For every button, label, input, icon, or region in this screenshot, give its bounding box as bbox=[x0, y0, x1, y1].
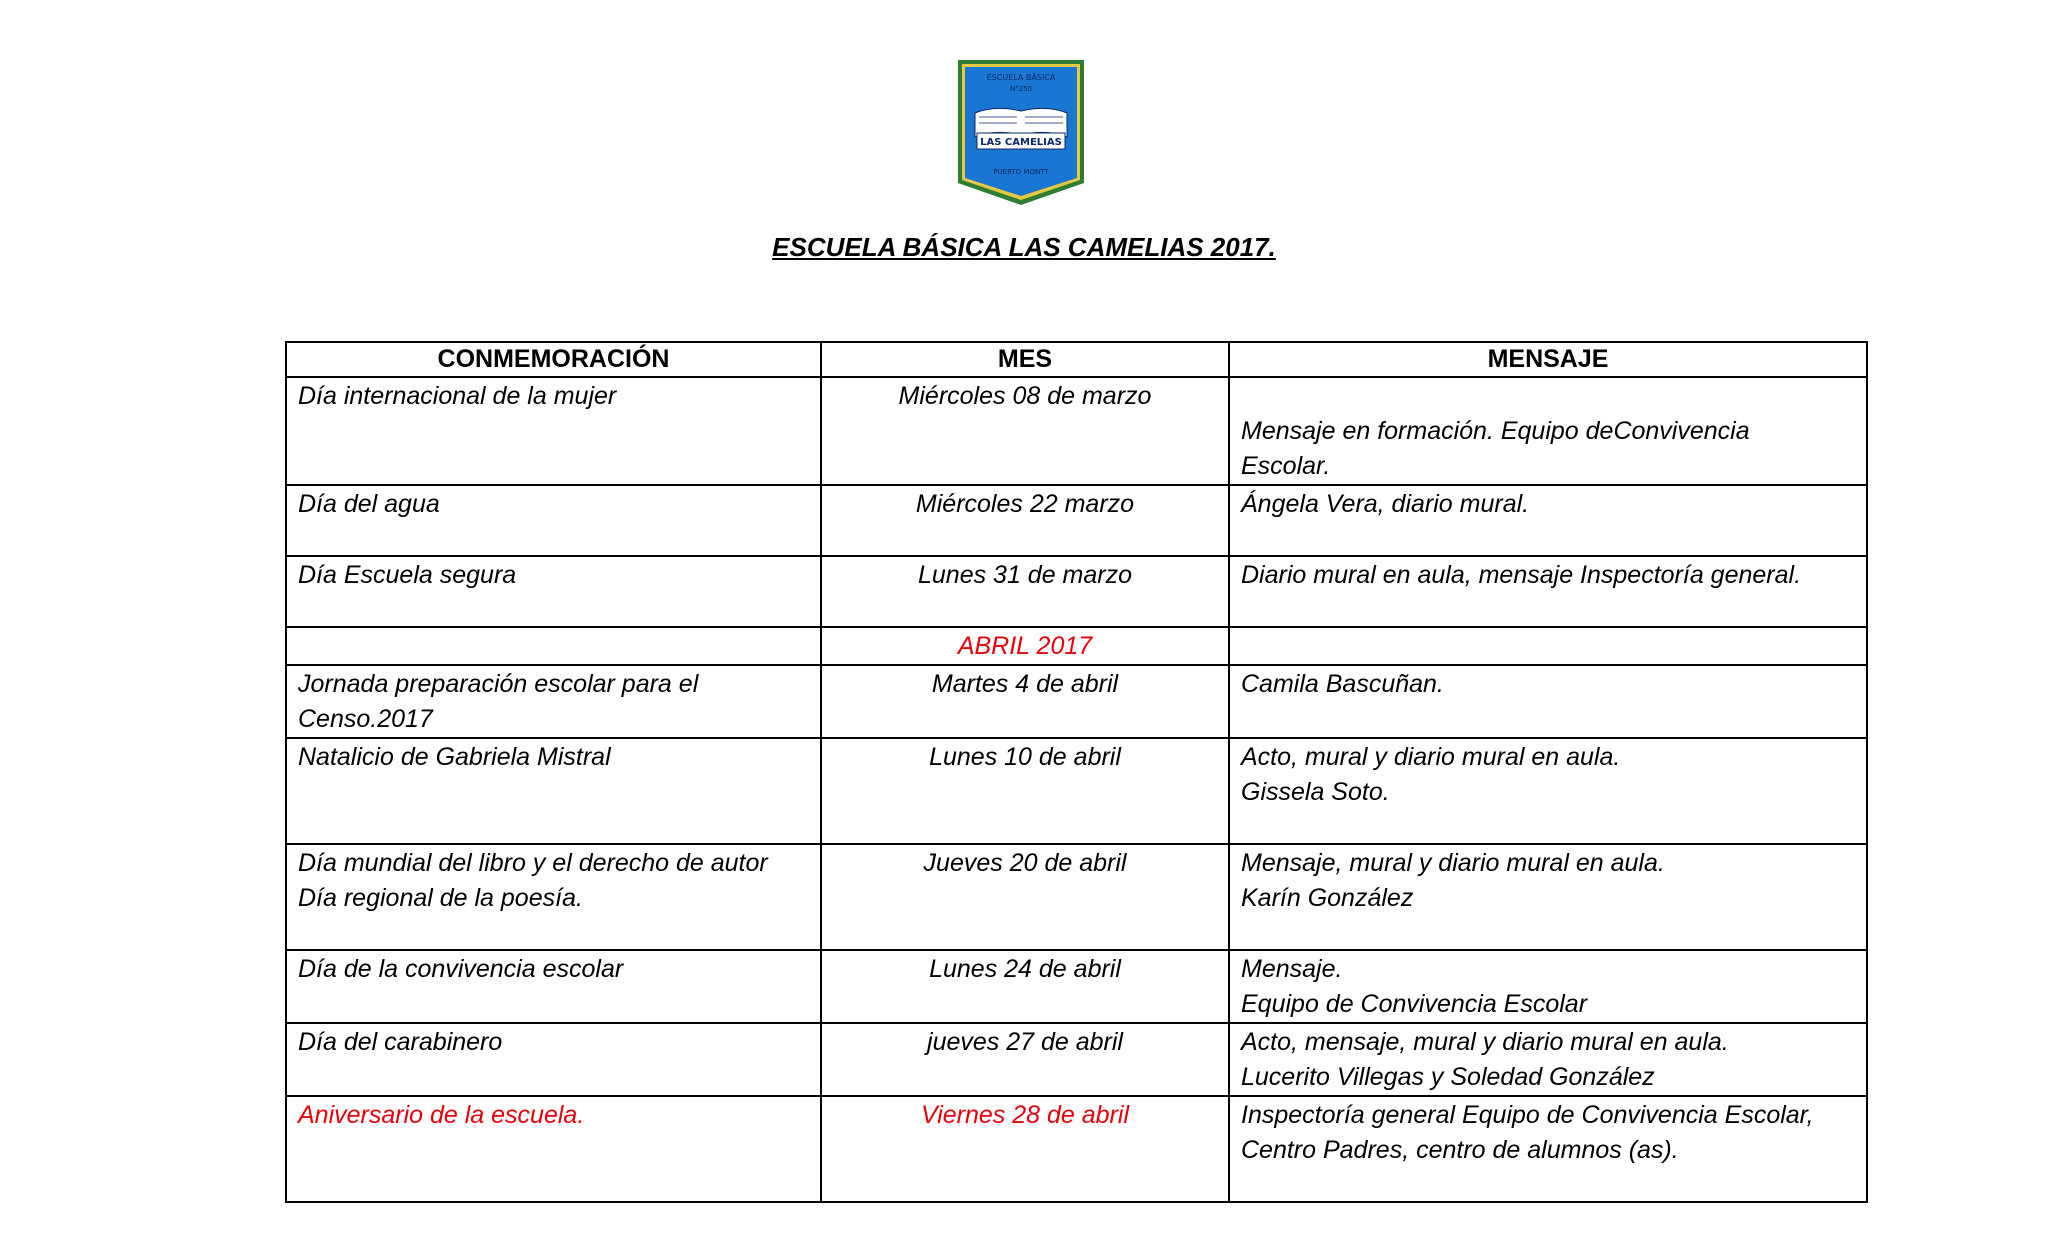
logo-name-text: LAS CAMELIAS bbox=[980, 137, 1062, 148]
logo-city-text: PUERTO MONTT bbox=[993, 168, 1049, 176]
mensaje-cell: Mensaje en formación. Equipo deConvivencia Escolar. bbox=[1229, 377, 1867, 485]
mensaje-cell: Acto, mensaje, mural y diario mural en aula. Lucerito Villegas y Soledad González bbox=[1229, 1023, 1867, 1096]
mes-cell: Miércoles 22 marzo bbox=[821, 485, 1229, 556]
mes-cell: Jueves 20 de abril bbox=[821, 844, 1229, 950]
conmemoracion-cell: Día del agua bbox=[286, 485, 821, 556]
conmemoracion-cell: Día Escuela segura bbox=[286, 556, 821, 627]
conmemoracion-cell: Día del carabinero bbox=[286, 1023, 821, 1096]
table-row bbox=[286, 1023, 1867, 1096]
table-row bbox=[286, 738, 1867, 844]
header-conmemoracion: CONMEMORACIÓN bbox=[286, 342, 821, 377]
logo-number-text: N°250 bbox=[1009, 85, 1033, 93]
conmemoracion-cell: Aniversario de la escuela. bbox=[286, 1096, 821, 1202]
table-row-highlighted bbox=[286, 1096, 1867, 1202]
mes-cell: Lunes 10 de abril bbox=[821, 738, 1229, 844]
conmemoracion-cell: Natalicio de Gabriela Mistral bbox=[286, 738, 821, 844]
header-mes: MES bbox=[821, 342, 1229, 377]
divider-empty-cell bbox=[1229, 627, 1867, 665]
logo-top-text: ESCUELA BÁSICA bbox=[986, 73, 1056, 82]
mes-cell: Miércoles 08 de marzo bbox=[821, 377, 1229, 485]
conmemoracion-cell: Día de la convivencia escolar bbox=[286, 950, 821, 1023]
mensaje-cell: Ángela Vera, diario mural. bbox=[1229, 485, 1867, 556]
month-divider-row bbox=[286, 627, 1867, 665]
table-row bbox=[286, 377, 1867, 485]
school-crest-logo bbox=[955, 57, 1087, 209]
conmemoracion-cell: Día internacional de la mujer bbox=[286, 377, 821, 485]
mes-cell: Lunes 24 de abril bbox=[821, 950, 1229, 1023]
commemoration-schedule-table bbox=[285, 341, 1868, 1203]
mes-cell: Martes 4 de abril bbox=[821, 665, 1229, 738]
conmemoracion-cell: Día mundial del libro y el derecho de autor Día regional de la poesía. bbox=[286, 844, 821, 950]
mes-cell: Viernes 28 de abril bbox=[821, 1096, 1229, 1202]
divider-empty-cell bbox=[286, 627, 821, 665]
mensaje-cell: Camila Bascuñan. bbox=[1229, 665, 1867, 738]
document-title: ESCUELA BÁSICA LAS CAMELIAS 2017. bbox=[772, 232, 1276, 262]
month-divider-label: ABRIL 2017 bbox=[821, 627, 1229, 665]
table-row bbox=[286, 950, 1867, 1023]
mensaje-cell: Diario mural en aula, mensaje Inspectoría general. bbox=[1229, 556, 1867, 627]
conmemoracion-cell: Jornada preparación escolar para el Censo.2017 bbox=[286, 665, 821, 738]
header-mensaje: MENSAJE bbox=[1229, 342, 1867, 377]
mensaje-cell: Inspectoría general Equipo de Convivencia Escolar, Centro Padres, centro de alumnos (as). bbox=[1229, 1096, 1867, 1202]
mes-cell: jueves 27 de abril bbox=[821, 1023, 1229, 1096]
mensaje-cell: Mensaje, mural y diario mural en aula. Karín González bbox=[1229, 844, 1867, 950]
table-row bbox=[286, 844, 1867, 950]
table-row bbox=[286, 485, 1867, 556]
mes-cell: Lunes 31 de marzo bbox=[821, 556, 1229, 627]
mensaje-cell: Acto, mural y diario mural en aula. Gissela Soto. bbox=[1229, 738, 1867, 844]
mensaje-cell: Mensaje. Equipo de Convivencia Escolar bbox=[1229, 950, 1867, 1023]
table-row bbox=[286, 665, 1867, 738]
table-header-row bbox=[286, 342, 1867, 377]
table-row bbox=[286, 556, 1867, 627]
